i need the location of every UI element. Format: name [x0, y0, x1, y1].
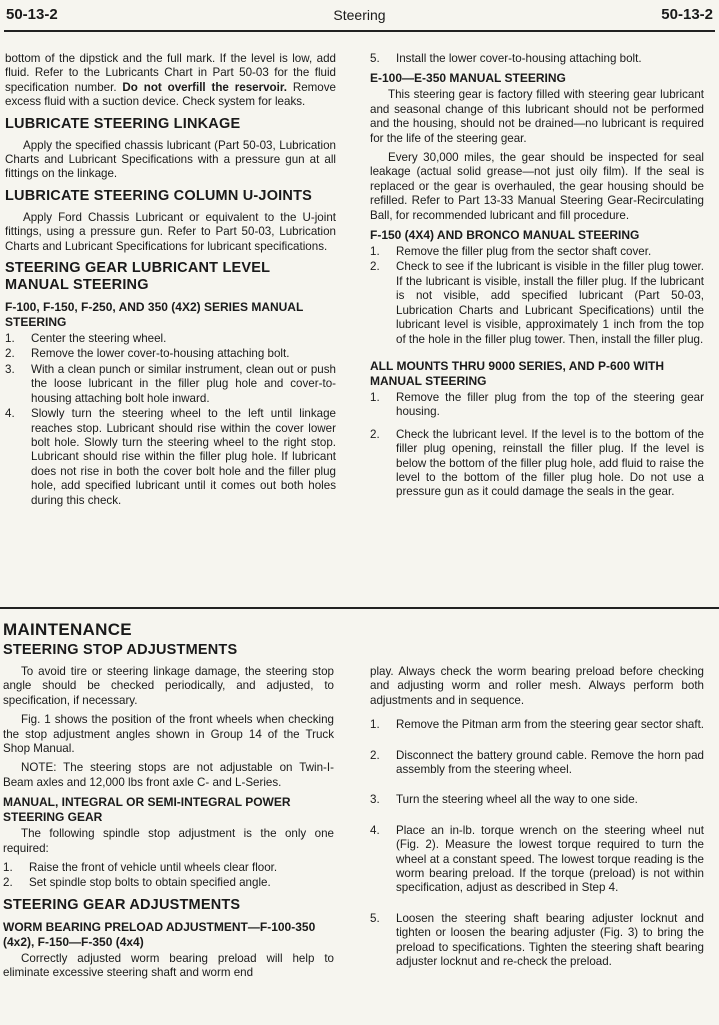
list-item: 1. Center the steering wheel. — [5, 332, 167, 346]
list-item: 5. Loosen the steering shaft bearing adjuster locknut and tighten or loosen the bearing adjuster (Fig. 3) to bring the preload to specifications. Tighten the steering shaft bearing adjuster locknut and re-check the preload. — [370, 911, 704, 969]
list-item: 1. Remove the filler plug from the sector shaft cover. — [370, 245, 652, 259]
list-item: 5. Install the lower cover-to-housing attaching bolt. — [370, 52, 642, 65]
heading-lubricate-linkage: LUBRICATE STEERING LINKAGE — [5, 115, 241, 132]
list-item: 3. Turn the steering wheel all the way to one side. — [370, 793, 638, 807]
page-header — [6, 6, 713, 28]
paragraph-continued: play. Always check the worm bearing preload before checking and adjusting worm and roller mesh. Always perform both adjustments and in sequence. — [370, 665, 704, 707]
paragraph-linkage: Apply the specified chassis lubricant (Part 50-03, Lubrication Charts and Lubricant Specifications with a pressure gun at all fittings on the linkage. — [5, 138, 336, 181]
list-item: 1. Raise the front of vehicle until wheels clear floor. — [3, 861, 278, 875]
heading-f150-bronco: F-150 (4X4) AND BRONCO MANUAL STEERING — [370, 228, 640, 243]
list-item: 2. Remove the lower cover-to-housing attaching bolt. — [5, 347, 290, 361]
list-item: 3. With a clean punch or similar instrument, clean out or push the loose lubricant in the filler plug hole and cover-to-housing attaching bolt hole inward. — [5, 362, 336, 405]
paragraph-ujoints: Apply Ford Chassis Lubricant or equivalent to the U-joint fittings, using a pressure gun. Refer to Part 50-03, Lubrication Charts and Lubricant Specifications for lubricant specifications. — [5, 210, 336, 253]
heading-gear-lubricant-level: STEERING GEAR LUBRICANT LEVEL MANUAL STEERING — [5, 260, 270, 294]
paragraph-stop-3: NOTE: The steering stops are not adjustable on Twin-I-Beam axles and 12,000 lbs front axle C- and L-Series. — [3, 761, 334, 789]
paragraph-worm: Correctly adjusted worm bearing preload will help to eliminate excessive steering shaft and worm end — [3, 951, 334, 980]
heading-all-mounts: ALL MOUNTS THRU 9000 SERIES, AND P-600 WITH MANUAL STEERING — [370, 358, 665, 388]
f150-steps-list — [370, 245, 704, 347]
column-2 — [370, 52, 704, 504]
power-steps-list — [3, 861, 334, 891]
heading-steering-stop: STEERING STOP ADJUSTMENTS — [3, 642, 238, 658]
column-3 — [3, 620, 334, 986]
page-number-right: 50-13-2 — [661, 6, 713, 23]
header-rule — [4, 30, 715, 32]
list-item: 1. Remove the Pitman arm from the steering gear sector shaft. — [370, 718, 705, 732]
heading-worm-bearing-preload: WORM BEARING PRELOAD ADJUSTMENT—F-100-350 (4x2), F-150—F-350 (4x4) — [3, 919, 316, 949]
list-item: 1. Remove the filler plug from the top of the steering gear housing. — [370, 390, 704, 419]
heading-e100-manual-steering: E-100—E-350 MANUAL STEERING — [370, 71, 566, 86]
page-title: Steering — [333, 7, 386, 23]
paragraph-e100-1: This steering gear is factory filled with steering gear lubricant and seasonal change of this lubricant should not be performed and the housing, should not be drained—no lubricant is required for the life of the steering gear. — [370, 88, 704, 145]
column-1 — [5, 52, 336, 512]
heading-gear-adjustments: STEERING GEAR ADJUSTMENTS — [3, 896, 241, 913]
intro-paragraph: bottom of the dipstick and the full mark. If the level is low, add fluid. Refer to the Lubricants Chart in Part 50-03 for the fluid specification number. Do not overfill the reservoir. Remove excess fluid with a suction device. Check system for leaks. — [5, 52, 336, 109]
page-number-left: 50-13-2 — [6, 6, 58, 23]
list-item: 2. Check to see if the lubricant is visible in the filler plug tower. If the lubricant is visible, install the filler plug. If the lubricant is not visible, add specified lubricant (Part 50-03, Lubrication Charts and Lubricant Specifications) until the lubricant level is visible, approximately 1 inch from the top of the hole in the filler plug tower. Then, install the filler plug. — [370, 260, 704, 346]
list-item: 4. Place an in-lb. torque wrench on the steering wheel nut (Fig. 2). Measure the lowest torque required to turn the wheel at a constant speed. The lowest torque reading is the worm bearing preload. If the torque (preload) is not within specification, adjust as described in Step 4. — [370, 823, 704, 895]
paragraph-stop-2: Fig. 1 shows the position of the front wheels when checking the stop adjustment angles shown in Group 14 of the Truck Shop Manual. — [3, 713, 334, 756]
mounts-steps-list — [370, 391, 704, 500]
paragraph-power: The following spindle stop adjustment is the only one required: — [3, 827, 334, 855]
list-item: 2. Set spindle stop bolts to obtain specified angle. — [3, 876, 271, 890]
column-4 — [370, 665, 704, 986]
heading-f100-series: F-100, F-150, F-250, AND 350 (4X2) SERIES MANUAL STEERING — [5, 300, 304, 330]
heading-maintenance: MAINTENANCE — [3, 620, 132, 639]
paragraph-stop-1: To avoid tire or steering linkage damage, the steering stop angle should be checked periodically, and adjusted, to specification, if necessary. — [3, 665, 334, 707]
list-item: 2. Check the lubricant level. If the level is to the bottom of the filler plug opening, reinstall the filler plug. If the level is below the bottom of the filler plug hole, add fluid to raise the level to the bottom of the filler plug hole. Do not use a pressure gun as it could damage the seals in the gear. — [370, 427, 704, 499]
section-rule — [0, 607, 719, 609]
heading-lubricate-ujoints: LUBRICATE STEERING COLUMN U-JOINTS — [5, 187, 313, 204]
heading-power-steering-gear: MANUAL, INTEGRAL OR SEMI-INTEGRAL POWER STEERING GEAR — [3, 795, 291, 825]
f100-steps-list — [5, 332, 336, 508]
paragraph-e100-2: Every 30,000 miles, the gear should be inspected for seal leakage (actual solid grease—not just oily film). If the seal is replaced or the gear is overhauled, the gear housing should be refilled. Refer to Part 13-33 Manual Steering Gear-Recirculating Ball, for recommended lubricant and fill procedure. — [370, 151, 704, 222]
list-item: 2. Disconnect the battery ground cable. Remove the horn pad assembly from the steering wheel. — [370, 748, 704, 777]
preload-steps-list — [370, 718, 704, 969]
list-item: 4. Slowly turn the steering wheel to the left until linkage reaches stop. Lubricant should rise within the cover lower bolt hole. Slowly turn the steering wheel to the right stop. Lubricant should rise within the filler plug hole. If lubricant does not rise in both the cover bolt hole and the filler plug hole, add specified lubricant until it comes out both holes during this check. — [5, 407, 336, 507]
